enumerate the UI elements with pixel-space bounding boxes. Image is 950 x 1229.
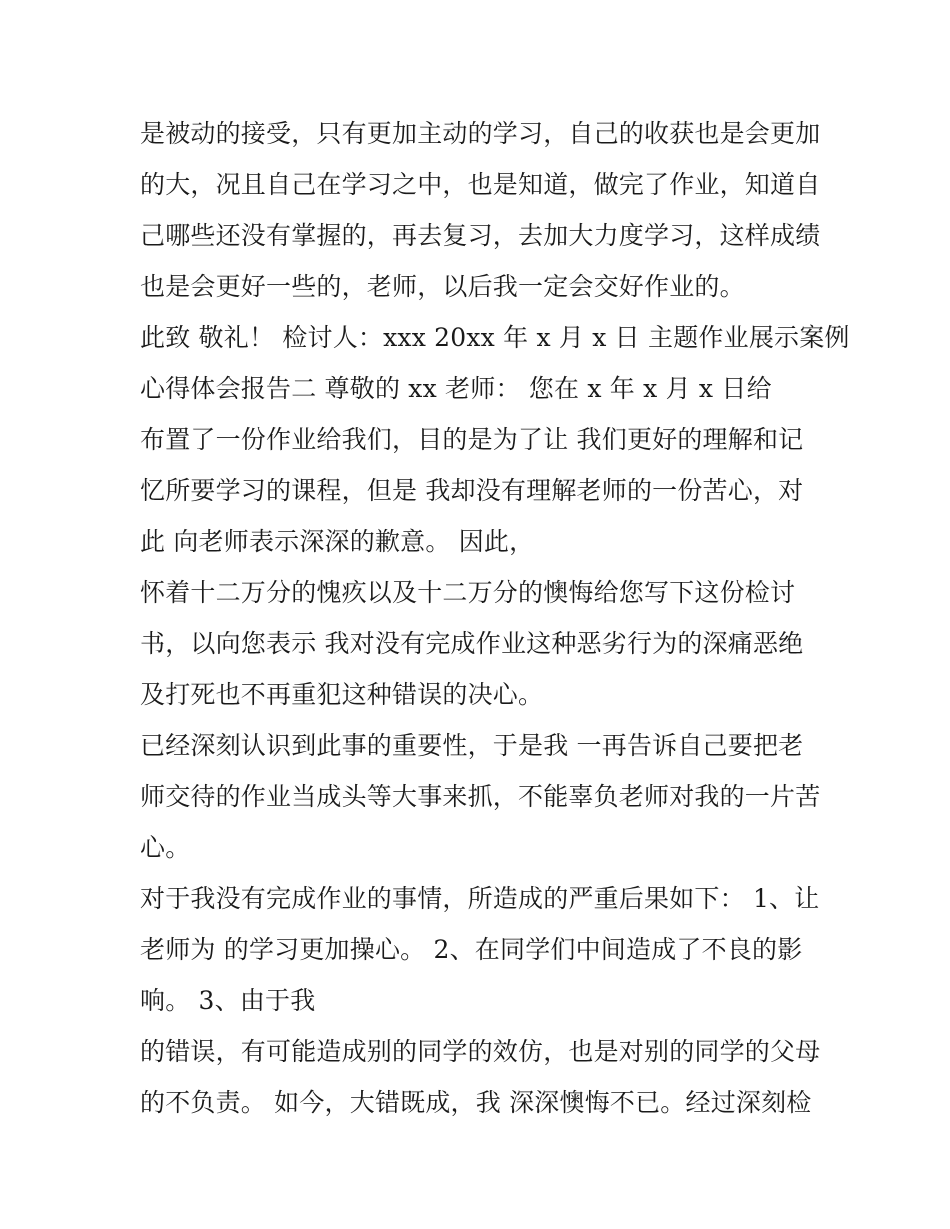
- text-line: 忆所要学习的课程，但是 我却没有理解老师的一份苦心，对: [140, 476, 804, 505]
- text-line: 响。 3、由于我: [140, 986, 316, 1015]
- text-line: 的不负责。 如今，大错既成，我 深深懊悔不已。经过深刻检: [140, 1088, 812, 1117]
- text-line: 心。: [140, 833, 191, 862]
- text-line: 书，以向您表示 我对没有完成作业这种恶劣行为的深痛恶绝: [140, 629, 804, 658]
- text-line: 此 向老师表示深深的歉意。 因此，: [140, 527, 535, 556]
- text-line: 对于我没有完成作业的事情，所造成的严重后果如下： 1、让: [140, 884, 820, 913]
- document-body: [140, 108, 850, 1128]
- text-line: 布置了一份作业给我们，目的是为了让 我们更好的理解和记: [140, 425, 804, 454]
- text-line: 此致 敬礼！ 检讨人：xxx 20xx 年 x 月 x 日 主题作业展示案例: [140, 323, 850, 352]
- text-line: 怀着十二万分的愧疚以及十二万分的懊悔给您写下这份检讨: [140, 578, 796, 607]
- text-line: 已经深刻认识到此事的重要性，于是我 一再告诉自己要把老: [140, 731, 804, 760]
- text-line: 己哪些还没有掌握的，再去复习，去加大力度学习，这样成绩: [140, 221, 821, 250]
- text-line: 心得体会报告二 尊敬的 xx 老师： 您在 x 年 x 月 x 日给: [140, 374, 772, 403]
- text-line: 是被动的接受，只有更加主动的学习，自己的收获也是会更加: [140, 119, 821, 148]
- text-line: 及打死也不再重犯这种错误的决心。: [140, 680, 544, 709]
- text-line: 师交待的作业当成头等大事来抓，不能辜负老师对我的一片苦: [140, 782, 821, 811]
- text-line: 也是会更好一些的，老师，以后我一定会交好作业的。: [140, 272, 745, 301]
- text-line: 老师为 的学习更加操心。 2、在同学们中间造成了不良的影: [140, 935, 803, 964]
- text-line: 的大，况且自己在学习之中，也是知道，做完了作业，知道自: [140, 170, 821, 199]
- text-line: 的错误，有可能造成别的同学的效仿，也是对别的同学的父母: [140, 1037, 821, 1066]
